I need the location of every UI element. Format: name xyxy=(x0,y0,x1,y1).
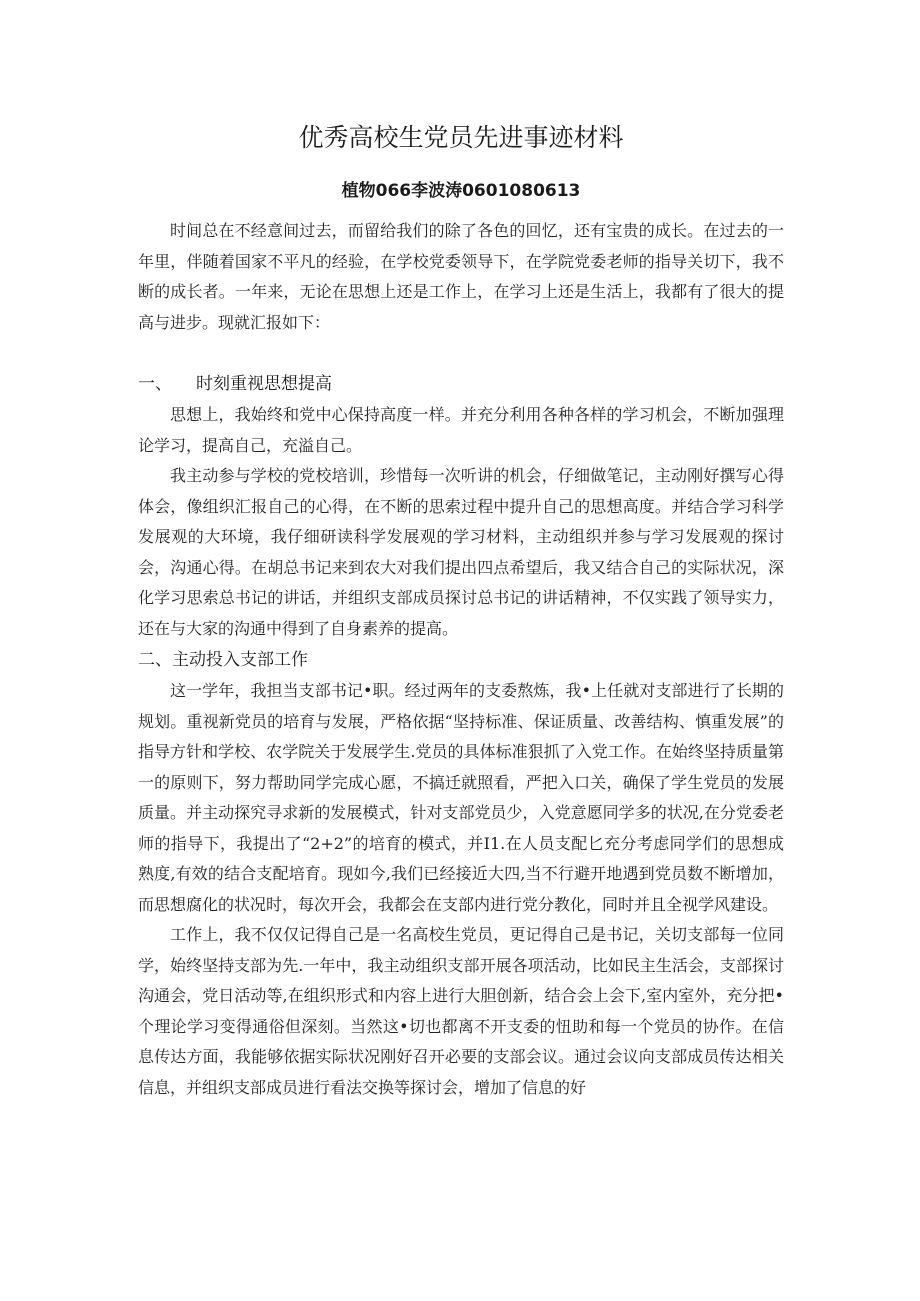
section-2-heading: 二、主动投入支部工作 xyxy=(138,650,308,670)
section-1-heading xyxy=(138,368,784,400)
section-2-paragraph: 这一学年，我担当支部书记•职。经过两年的支委熬炼，我•上任就对支部进行了长期的规划。重视新党员的培育与发展，严格依据“坚持标准、保证质量、改善结构、慎重发展”的指导方针和学校、农学院关于发展学生.党员的具体标准狠抓了入党工作。在始终坚持质量第一的原则下，努力帮助同学完成心愿，不搞迁就照看，严把入口关，确保了学生党员的发展质量。并主动探究寻求新的发展模式，针对支部党员少，入党意愿同学多的状况,在分党委老师的指导下，我提出了“2+2”的培育的模式，并I1.在人员支配匕充分考虑同学们的思想成熟度,有效的结合支配培育。现如今,我们已经接近大四,当不行避开地遇到党员数不断增加，而思想腐化的状况时，每次开会，我都会在支部内进行党分教化，同时并且全视学风建设。 xyxy=(138,681,784,914)
document-page xyxy=(138,118,784,1103)
section-2-paragraph: 工作上，我不仅仅记得自己是一名高校生党员，更记得自己是书记，关切支部每一位同学，始终坚持支部为先.一年中，我主动组织支部开展各项活动，比如民主生活会，支部探讨沟通会，党日活动等,在组织形式和内容上进行大胆创新，结合会上会下,室内室外，充分把•个理论学习变得通俗但深刻。当然这•切也都离不开支委的忸助和每一个党员的协作。在信息传达方面，我能够依据实际状况刚好召开必要的支部会议。通过会议向支部成员传达相关信息，并组织支部成员进行看法交换等探讨会，增加了信息的好 xyxy=(138,925,784,1097)
section-1-title: 时刻重视思想提高 xyxy=(196,374,332,394)
document-title: 优秀高校生党员先进事迹材料 xyxy=(298,123,624,152)
intro-paragraph: 时间总在不经意间过去，而留给我们的除了各色的回忆，还有宝贵的成长。在过去的一年里，伴随着国家不平凡的经验，在学校党委领导下，在学院党委老师的指导关切下，我不断的成长者。一年来，无论在思想上还是工作上，在学习上还是生活上，我都有了很大的提高与进步。现就汇报如下： xyxy=(138,221,784,332)
section-1-number: 一、 xyxy=(138,374,172,394)
section-1-paragraph: 思想上，我始终和党中心保持高度一样。并充分利用各种各样的学习机会，不断加强理论学习，提高自己，充溢自己。 xyxy=(138,405,784,455)
author-line: 植物066李波涛0601080613 xyxy=(341,181,581,201)
section-1-paragraph: 我主动参与学校的党校培训，珍惜每一次听讲的机会，仔细做笔记，主动刚好撰写心得体会，像组织汇报自己的心得，在不断的思索过程中提升自己的思想高度。并结合学习科学发展观的大环境，我仔细研读科学发展观的学习材料，主动组织并参与学习发展观的探讨会，沟通心得。在胡总书记来到农大对我们提出四点希望后，我又结合自己的实际状况，深化学习思索总书记的讲话，并组织支部成员探讨总书记的讲话精神，不仅实践了领导实力，还在与大家的沟通中得到了自身素养的提高。 xyxy=(138,466,784,638)
